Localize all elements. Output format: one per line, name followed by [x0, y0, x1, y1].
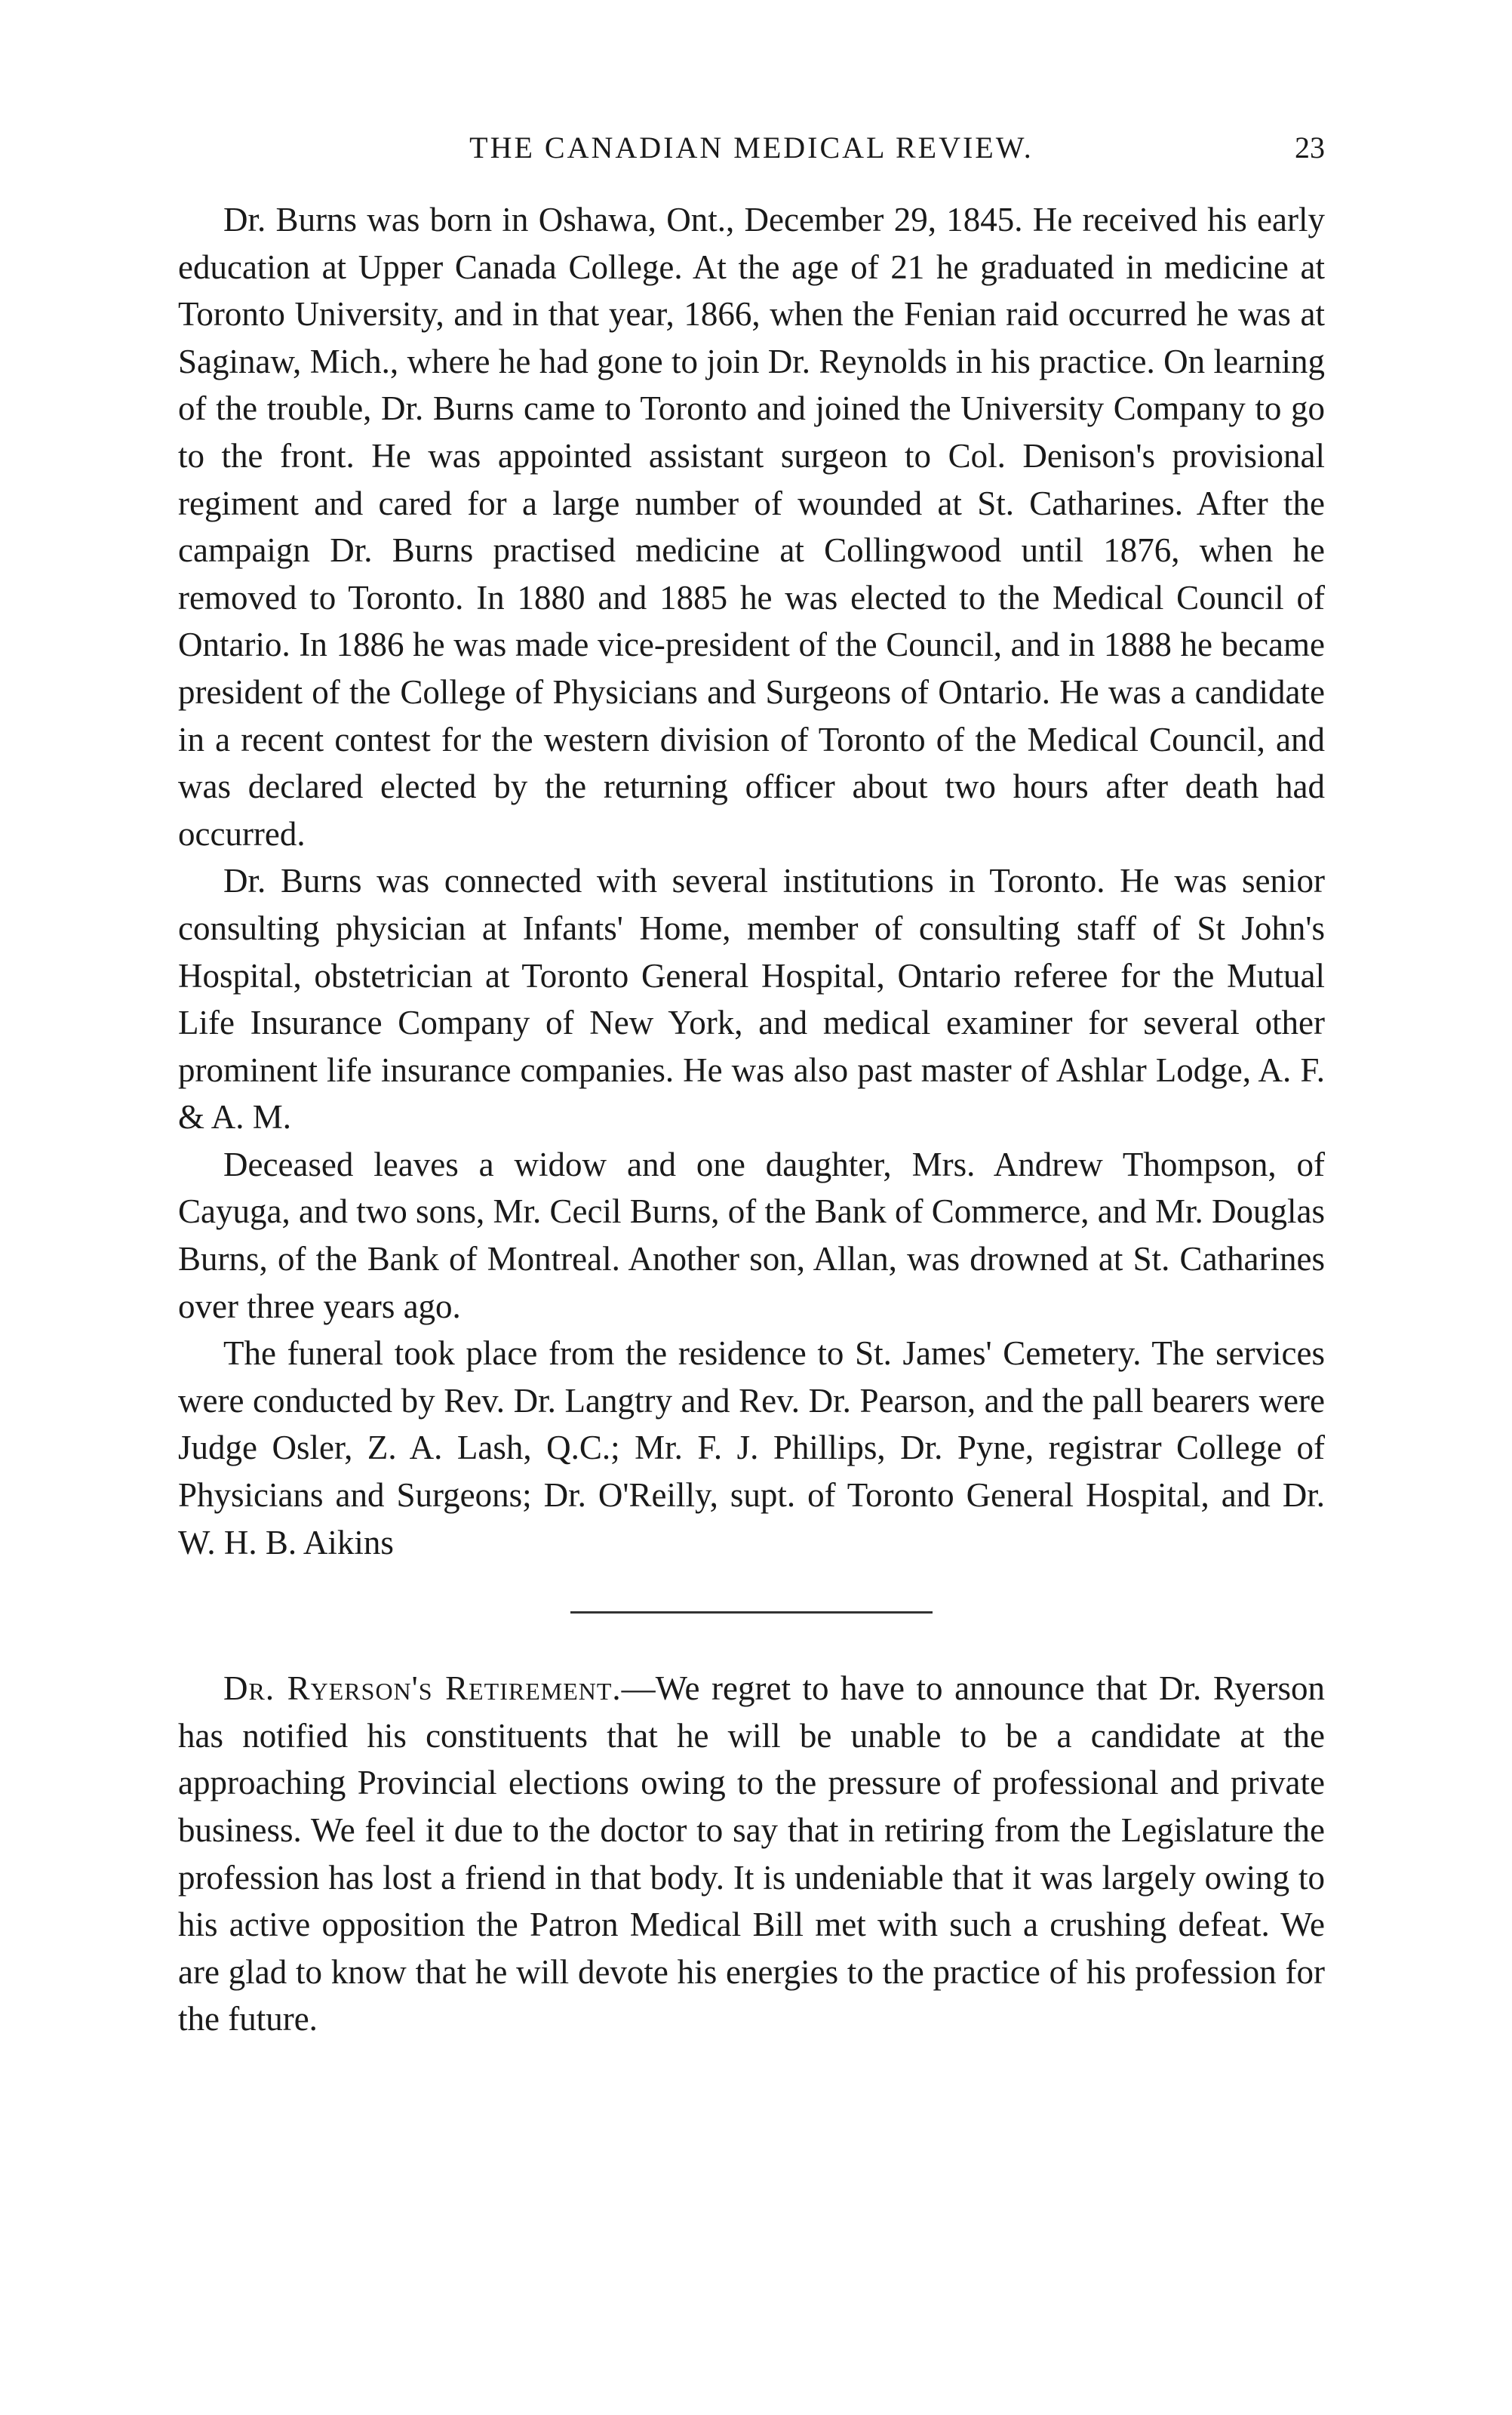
running-title: THE CANADIAN MEDICAL REVIEW. — [469, 131, 1034, 165]
retirement-paragraph — [178, 1665, 1325, 2043]
running-head — [178, 130, 1325, 183]
page-number: 23 — [1295, 131, 1325, 165]
page — [178, 130, 1325, 2043]
obituary-paragraph: Dr. Burns was born in Oshawa, Ont., December 29, 1845. He received his early education at Upper Canada College. At the age of 21 he graduated in medicine at Toronto University, and in that year, 1866, when the Fenian raid occurred he was at Saginaw, Mich., where he had gone to join Dr. Reynolds in his practice. On learning of the trouble, Dr. Burns came to Toronto and joined the University Company to go to the front. He was appointed assistant surgeon to Col. Denison's provisional regiment and cared for a large number of wounded at St. Catharines. After the campaign Dr. Burns practised medicine at Collingwood until 1876, when he removed to Toronto. In 1880 and 1885 he was elected to the Medical Council of Ontario. In 1886 he was made vice-president of the Council, and in 1888 he became president of the College of Physicians and Surgeons of Ontario. He was a candidate in a recent contest for the western division of Toronto of the Medical Council, and was declared elected by the returning officer about two hours after death had occurred. — [178, 201, 1325, 853]
obituary-paragraph: The funeral took place from the residence to St. James' Cemetery. The services were conducted by Rev. Dr. Langtry and Rev. Dr. Pearson, and the pall bearers were Judge Osler, Z. A. Lash, Q.C.; Mr. F. J. Phillips, Dr. Pyne, registrar College of Physicians and Surgeons; Dr. O'Reilly, supt. of Toronto General Hospital, and Dr. W. H. B. Aikins — [178, 1334, 1325, 1561]
retirement-article — [178, 1665, 1325, 2043]
retirement-text: —We regret to have to announce that Dr. Ryerson has notified his constituents that he will be unable to be a candidate at the approaching Provincial elections owing to the pressure of professional and private business. We feel it due to the doctor to say that in retiring from the Legislature the profession has lost a friend in that body. It is undeniable that it was largely owing to his active opposition the Patron Medical Bill met with such a crushing defeat. We are glad to know that he will devote his energies to the practice of his profession for the future. — [178, 1669, 1326, 2038]
obituary-paragraph: Dr. Burns was connected with several institutions in Toronto. He was senior consulting physician at Infants' Home, member of consulting staff of St John's Hospital, obstetrician at Toronto General Hospital, Ontario referee for the Mutual Life Insurance Company of New York, and medical examiner for several other prominent life insurance companies. He was also past master of Ashlar Lodge, A. F. & A. M. — [178, 862, 1325, 1137]
obituary-paragraph: Deceased leaves a widow and one daughter, Mrs. Andrew Thompson, of Cayuga, and two sons, Mr. Cecil Burns, of the Bank of Commerce, and Mr. Douglas Burns, of the Bank of Montreal. Another son, Allan, was drowned at St. Catharines over three years ago. — [178, 1145, 1325, 1325]
obituary-article — [178, 196, 1325, 1566]
section-divider — [570, 1611, 933, 1614]
retirement-heading: Dr. Ryerson's Retirement. — [223, 1669, 622, 1708]
